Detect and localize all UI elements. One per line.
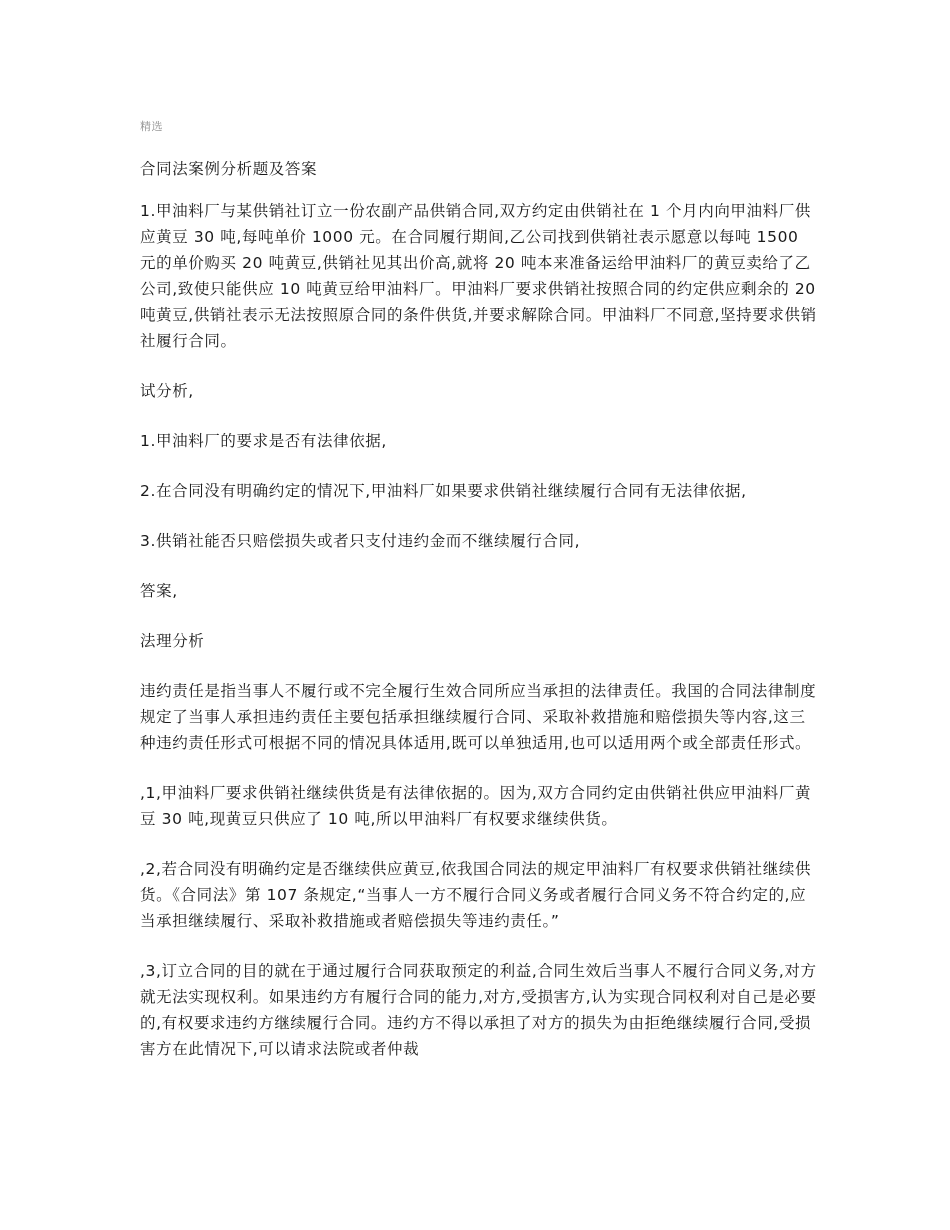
answer-heading: 答案,: [140, 582, 178, 600]
analysis-heading: 法理分析: [140, 632, 205, 650]
prompt-paragraph: 试分析,: [140, 382, 194, 400]
question-3: 3.供销社能否只赔偿损失或者只支付违约金而不继续履行合同,: [140, 532, 581, 550]
answer-3: ,3,订立合同的目的就在于通过履行合同获取预定的利益,合同生效后当事人不履行合同义务,对方就无法实现权利。如果违约方有履行合同的能力,对方,受损害方,认为实现合同权利对自己是必要的,有权要求违约方继续履行合同。违约方不得以承担了对方的损失为由拒绝继续履行合同,受损害方在此情况下,可以请求法院或者仲裁: [140, 962, 817, 1058]
case-paragraph: 1.甲油料厂与某供销社订立一份农副产品供销合同,双方约定由供销社在 1 个月内向甲油料厂供应黄豆 30 吨,每吨单价 1000 元。在合同履行期间,乙公司找到供销社表示愿意以每吨 1500 元的单价购买 20 吨黄豆,供销社见其出价高,就将 20 吨本来准备运给甲油料厂的黄豆卖给了乙公司,致使只能供应 10 吨黄豆给甲油料厂。甲油料厂要求供销社按照合同的约定供应剩余的 20 吨黄豆,供销社表示无法按照原合同的条件供货,并要求解除合同。甲油料厂不同意,坚持要求供销社履行合同。: [140, 202, 817, 350]
analysis-intro: 违约责任是指当事人不履行或不完全履行生效合同所应当承担的法律责任。我国的合同法律制度规定了当事人承担违约责任主要包括承担继续履行合同、采取补救措施和赔偿损失等内容,这三种违约责任形式可根据不同的情况具体适用,既可以单独适用,也可以适用两个或全部责任形式。: [140, 682, 817, 752]
question-1: 1.甲油料厂的要求是否有法律依据,: [140, 432, 387, 450]
question-2: 2.在合同没有明确约定的情况下,甲油料厂如果要求供销社继续履行合同有无法律依据,: [140, 482, 747, 500]
answer-1: ,1,甲油料厂要求供销社继续供货是有法律依据的。因为,双方合同约定由供销社供应甲油料厂黄豆 30 吨,现黄豆只供应了 10 吨,所以甲油料厂有权要求继续供货。: [140, 784, 812, 828]
document-title: 合同法案例分析题及答案: [140, 160, 318, 178]
header-label: 精选: [140, 120, 163, 133]
answer-2: ,2,若合同没有明确约定是否继续供应黄豆,依我国合同法的规定甲油料厂有权要求供销社继续供货。《合同法》第 107 条规定,“当事人一方不履行合同义务或者履行合同义务不符合约定的,应当承担继续履行、采取补救措施或者赔偿损失等违约责任。”: [140, 860, 812, 930]
document-body: [140, 198, 820, 1086]
